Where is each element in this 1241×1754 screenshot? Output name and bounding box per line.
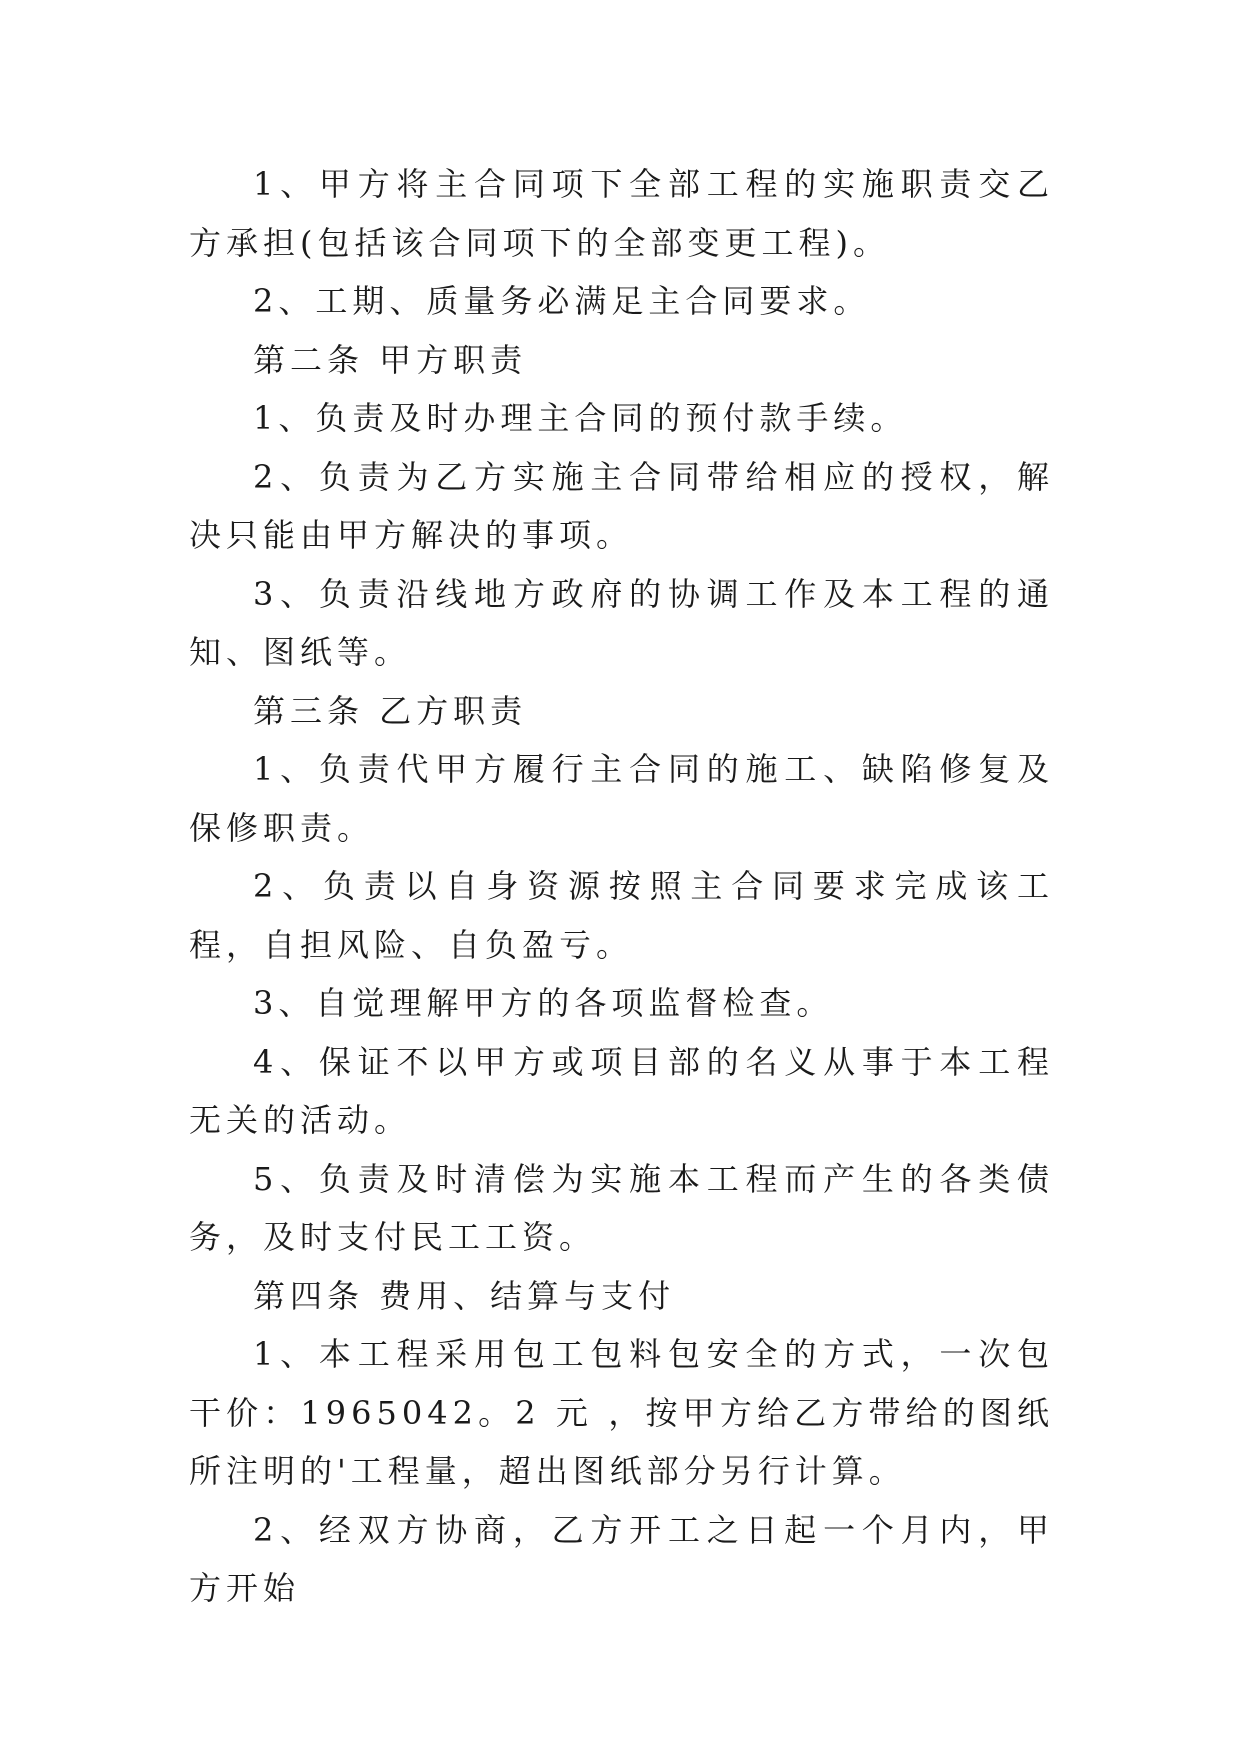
clause-item: 1、负责及时办理主合同的预付款手续。 (253, 399, 908, 437)
document-body (189, 155, 1054, 1618)
clause-item: 2、经双方协商，乙方开工之日起一个月内，甲方开始 (189, 1510, 1054, 1607)
clause-item: 5、负责及时清偿为实施本工程而产生的各类债务，及时支付民工工资。 (189, 1159, 1054, 1256)
clause-item: 2、负责为乙方实施主合同带给相应的授权，解决只能由甲方解决的事项。 (189, 457, 1054, 554)
clause-item: 1、本工程采用包工包料包安全的方式，一次包干价：1965042。2 元 ，按甲方给乙方带给的图纸所注明的'工程量，超出图纸部分另行计算。 (189, 1335, 1054, 1490)
clause-item: 3、自觉理解甲方的各项监督检查。 (253, 984, 834, 1022)
clause-item: 4、保证不以甲方或项目部的名义从事于本工程无关的活动。 (189, 1042, 1054, 1139)
section-heading: 第二条 甲方职责 (253, 340, 528, 379)
clause-item: 1、负责代甲方履行主合同的施工、缺陷修复及保修职责。 (189, 750, 1054, 847)
clause-item: 3、负责沿线地方政府的协调工作及本工程的通知、图纸等。 (189, 574, 1054, 671)
clause-item: 1、甲方将主合同项下全部工程的实施职责交乙方承担(包括该合同项下的全部变更工程)。 (189, 165, 1054, 262)
clause-item: 2、负责以自身资源按照主合同要求完成该工程，自担风险、自负盈亏。 (189, 867, 1054, 964)
section-heading: 第四条 费用、结算与支付 (253, 1276, 676, 1315)
section-heading: 第三条 乙方职责 (253, 691, 528, 730)
clause-item: 2、工期、质量务必满足主合同要求。 (253, 282, 871, 320)
